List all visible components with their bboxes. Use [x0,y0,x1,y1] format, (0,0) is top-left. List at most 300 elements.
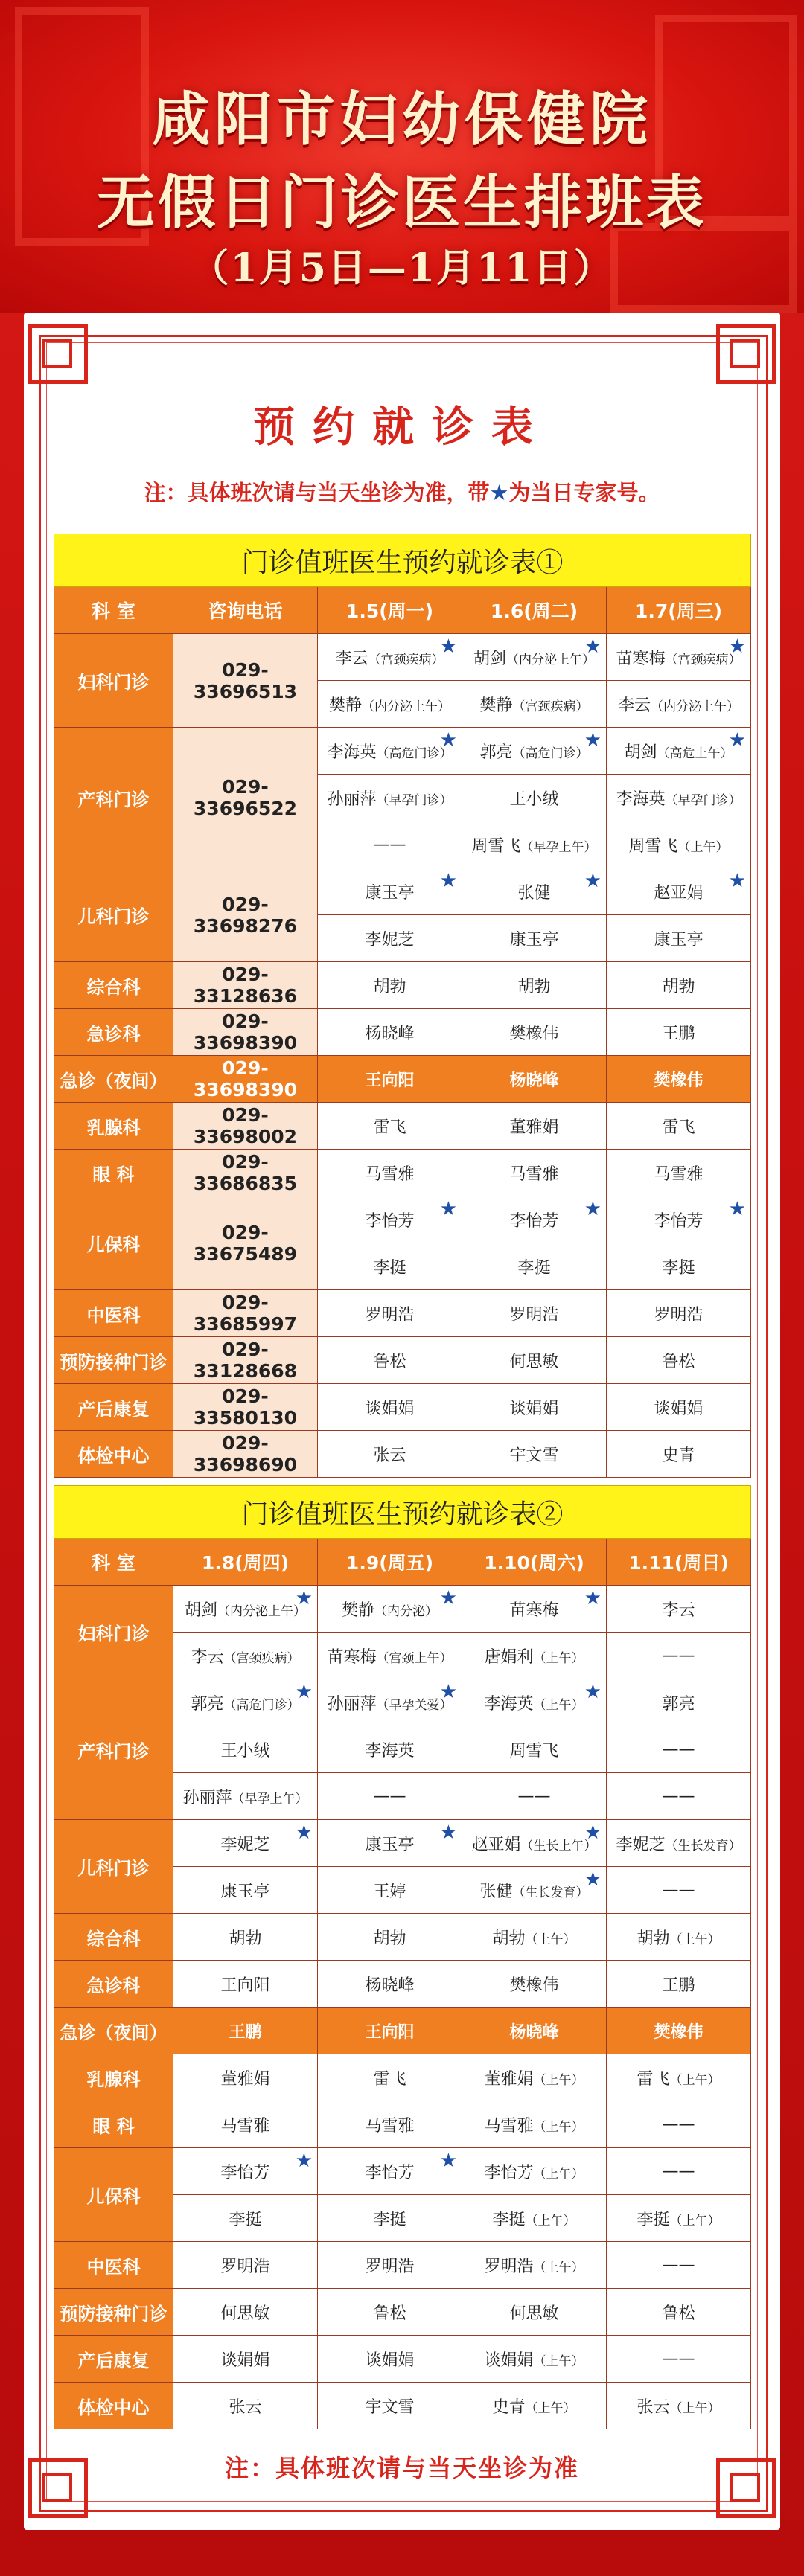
doctor-cell [318,1914,462,1961]
doctor-name: 周雪飞 [471,836,521,856]
expert-star-icon: ★ [439,1681,457,1703]
doctor-cell [318,1679,462,1726]
doctor-name: 李海英 [484,1694,534,1714]
department-cell: 体检中心 [54,1431,173,1478]
doctor-cell [318,775,462,821]
doctor-cell [462,2289,607,2336]
card-title: 预约就诊表 [253,403,551,452]
doctor-name: 王婷 [373,1882,406,1901]
doctor-name: 马雪雅 [220,2116,270,2136]
expert-star-icon: ★ [728,870,747,892]
expert-star-icon: ★ [295,1587,313,1609]
doctor-cell [318,1103,462,1150]
expert-star-icon: ★ [439,1198,457,1220]
doctor-note: （上午） [533,2260,584,2275]
doctor-name: 李挺 [373,2210,406,2229]
doctor-name: 李海英 [616,789,666,809]
doctor-note: （内分泌上午） [651,699,740,714]
doctor-cell [462,1726,607,1773]
doctor-name: 李怡芳 [484,2163,534,2182]
table-row [54,2336,751,2383]
doctor-cell [462,2101,607,2148]
expert-star-icon: ★ [584,1198,602,1220]
phone-cell: 029-33675489 [173,1196,318,1290]
doctor-name: —— [662,2115,695,2134]
doctor-name: 康玉亭 [365,1835,415,1854]
expert-star-icon: ★ [439,729,457,752]
doctor-cell [607,962,751,1009]
phone-cell: 029-33686835 [173,1150,318,1196]
doctor-name: 康玉亭 [365,883,415,903]
table-row [54,1384,751,1431]
doctor-name: 宇文雪 [365,2397,415,2417]
doctor-cell [607,1290,751,1337]
doctor-name: 苗寒梅 [616,649,666,668]
doctor-cell [318,1726,462,1773]
doctor-cell [173,1867,318,1914]
doctor-name: 李挺 [373,1258,406,1278]
column-header: 1.6(周二) [462,587,607,634]
doctor-name: 樊橡伟 [509,1976,559,1995]
doctor-name: 马雪雅 [365,1164,415,1184]
doctor-cell [173,1726,318,1773]
phone-cell: 029-33696522 [173,728,318,868]
expert-star-icon: ★ [439,870,457,892]
doctor-cell [462,2148,607,2195]
doctor-cell [607,681,751,728]
table-row [54,1056,751,1103]
doctor-cell [462,1009,607,1056]
doctor-note: （早孕上午） [520,839,597,855]
doctor-cell [318,634,462,681]
note-bottom: 注：具体班次请与当天坐诊为准 [224,2454,579,2482]
doctor-cell [607,1914,751,1961]
doctor-note: （内分泌上午） [217,1603,306,1619]
department-cell: 急诊科 [54,1961,173,2008]
table-header-row [54,587,751,634]
expert-star-icon: ★ [439,2150,457,2172]
doctor-name: 胡勃 [662,977,695,996]
expert-star-icon: ★ [584,1868,602,1891]
doctor-cell [462,868,607,915]
doctor-name: 李挺 [492,2210,526,2229]
doctor-note: （宫颈上午） [376,1650,453,1666]
expert-star-icon: ★ [728,635,747,658]
doctor-note: （上午） [669,2213,721,2229]
doctor-name: 胡勃 [492,1929,526,1948]
doctor-cell [318,1773,462,1820]
doctor-name: 苗寒梅 [509,1601,559,1620]
doctor-cell [607,1961,751,2008]
doctor-name: 宇文雪 [509,1446,559,1465]
doctor-name: 胡勃 [373,977,406,996]
column-header: 1.8(周四) [173,1539,318,1586]
table-row [54,1196,751,1243]
doctor-name: 张云 [229,2397,262,2417]
department-cell: 眼 科 [54,1150,173,1196]
table-row [54,2242,751,2289]
doctor-name: —— [662,2349,695,2368]
column-header: 1.10(周六) [462,1539,607,1586]
doctor-name: 谈娟娟 [654,1399,704,1418]
corner-ornament [716,324,776,384]
doctor-name: 李怡芳 [654,1211,704,1231]
expert-star-icon: ★ [584,1587,602,1609]
doctor-cell [173,2383,318,2429]
doctor-name: 马雪雅 [365,2116,415,2136]
doctor-cell [462,915,607,962]
doctor-cell [318,2195,462,2242]
doctor-cell [607,1056,751,1103]
note-top [24,476,780,507]
doctor-name: 谈娟娟 [509,1399,559,1418]
hospital-name: 咸阳市妇幼保健院 [151,86,652,153]
department-cell: 中医科 [54,1290,173,1337]
doctor-cell [462,728,607,775]
table-row [54,2101,751,2148]
doctor-cell [607,634,751,681]
phone-cell: 029-33685997 [173,1290,318,1337]
department-cell: 急诊（夜间） [54,2008,173,2054]
doctor-cell [462,1633,607,1679]
expert-star-icon: ★ [439,1822,457,1844]
doctor-name: 郭亮 [662,1694,695,1714]
doctor-name: 杨晓峰 [509,1071,559,1090]
doctor-name: 董雅娟 [220,2069,270,2089]
doctor-cell [462,2195,607,2242]
doctor-cell [318,1009,462,1056]
department-cell: 儿科门诊 [54,1820,173,1914]
column-header: 科 室 [54,587,173,634]
department-cell: 儿保科 [54,1196,173,1290]
doctor-cell [462,962,607,1009]
doctor-name: —— [373,1787,406,1806]
doctor-note: （上午） [533,2166,584,2182]
doctor-name: 杨晓峰 [509,2022,559,2042]
doctor-note: （上午） [669,2400,721,2416]
doctor-name: 樊橡伟 [654,2022,704,2042]
doctor-name: 谈娟娟 [365,1399,415,1418]
table-row [54,2148,751,2195]
table-caption: 门诊值班医生预约就诊表① [54,534,751,587]
doctor-cell [318,2383,462,2429]
doctor-name: 王鹏 [662,1024,695,1043]
table-row [54,1679,751,1726]
table-caption-row [54,534,751,587]
department-cell: 妇科门诊 [54,634,173,728]
doctor-name: 李海英 [365,1741,415,1760]
doctor-cell [607,2148,751,2195]
doctor-cell [462,2242,607,2289]
doctor-cell [318,962,462,1009]
phone-cell: 029-33128668 [173,1337,318,1384]
doctor-name: 苗寒梅 [327,1647,377,1667]
expert-star-icon: ★ [295,2150,313,2172]
expert-star-icon: ★ [584,1681,602,1703]
doctor-cell [607,775,751,821]
doctor-name: 胡勃 [373,1929,406,1948]
doctor-name: 孙丽萍 [182,1788,232,1807]
doctor-name: 李云 [618,696,651,715]
column-header: 1.7(周三) [607,587,751,634]
table-row [54,1820,751,1867]
doctor-name: 康玉亭 [509,930,559,949]
table-row [54,634,751,681]
doctor-name: —— [662,2255,695,2275]
expert-star-icon: ★ [584,729,602,752]
department-cell: 综合科 [54,962,173,1009]
doctor-cell [607,868,751,915]
department-cell: 急诊科 [54,1009,173,1056]
doctor-cell [318,1820,462,1867]
doctor-name: —— [662,1740,695,1759]
doctor-note: （早孕门诊） [665,792,741,808]
phone-cell: 029-33698390 [173,1056,318,1103]
doctor-name: 何思敏 [220,2304,270,2323]
doctor-cell [607,1103,751,1150]
doctor-cell [318,868,462,915]
doctor-name: 王小绒 [509,789,559,809]
doctor-note: （宫颈疾病） [223,1650,300,1666]
doctor-name: 王向阳 [220,1976,270,1995]
expert-star-icon: ★ [295,1822,313,1844]
doctor-name: 王小绒 [220,1741,270,1760]
doctor-name: 孙丽萍 [327,1694,377,1714]
table-row [54,2008,751,2054]
doctor-cell [607,2336,751,2383]
doctor-cell [173,1820,318,1867]
doctor-cell [607,1773,751,1820]
doctor-cell [318,2242,462,2289]
doctor-cell [462,1290,607,1337]
doctor-cell [462,681,607,728]
doctor-cell [462,1431,607,1478]
doctor-cell [318,1586,462,1633]
department-cell: 眼 科 [54,2101,173,2148]
schedule-table-1 [54,534,751,1478]
doctor-name: 马雪雅 [509,1164,559,1184]
doctor-name: 马雪雅 [484,2116,534,2136]
expert-star-icon: ★ [295,1681,313,1703]
doctor-cell [607,2054,751,2101]
doctor-name: 鲁松 [373,2304,406,2323]
column-header: 1.11(周日) [607,1539,751,1586]
doctor-name: 李妮芝 [616,1835,666,1854]
doctor-cell [462,1679,607,1726]
table-row [54,1290,751,1337]
doctor-name: 李妮芝 [220,1835,270,1854]
doctor-cell [607,1820,751,1867]
doctor-cell [462,1820,607,1867]
doctor-cell [318,1290,462,1337]
doctor-cell [173,1914,318,1961]
doctor-name: 谈娟娟 [484,2351,534,2370]
doctor-name: 樊静 [328,696,362,715]
department-cell: 产后康复 [54,2336,173,2383]
doctor-cell [318,1384,462,1431]
department-cell: 乳腺科 [54,1103,173,1150]
doctor-cell [462,2383,607,2429]
doctor-name: 李怡芳 [220,2163,270,2182]
column-header: 1.9(周五) [318,1539,462,1586]
doctor-cell [173,1633,318,1679]
doctor-note: （高危上午） [657,746,733,761]
doctor-cell [318,1867,462,1914]
doctor-name: 赵亚娟 [471,1835,521,1854]
doctor-cell [462,1150,607,1196]
doctor-cell [607,1431,751,1478]
doctor-name: 罗明浩 [220,2257,270,2276]
doctor-name: 马雪雅 [654,1164,704,1184]
table-row [54,728,751,775]
doctor-note: （上午） [533,2354,584,2369]
doctor-cell [462,1243,607,1290]
table-row [54,1586,751,1633]
doctor-cell [607,1586,751,1633]
expert-star-icon: ★ [728,729,747,752]
department-cell: 产科门诊 [54,728,173,868]
doctor-name: 李怡芳 [509,1211,559,1231]
doctor-name: 雷飞 [662,1118,695,1137]
doctor-cell [318,821,462,868]
column-header: 1.5(周一) [318,587,462,634]
doctor-name: 周雪飞 [628,836,678,856]
department-cell: 体检中心 [54,2383,173,2429]
doctor-note: （高危门诊） [223,1697,300,1713]
doctor-note: （上午） [677,839,729,855]
doctor-note: （生长发育） [512,1885,589,1900]
doctor-note: （生长上午） [520,1838,597,1853]
expert-star-icon: ★ [584,870,602,892]
doctor-note: （早孕上午） [232,1791,308,1807]
doctor-name: 胡剑 [624,743,657,762]
doctor-cell [318,2054,462,2101]
doctor-cell [607,2289,751,2336]
table-row [54,1431,751,1478]
doctor-cell [318,1633,462,1679]
expert-star-icon: ★ [439,1587,457,1609]
doctor-cell [318,2101,462,2148]
doctor-cell [462,2054,607,2101]
doctor-cell [607,1009,751,1056]
doctor-name: 李云 [191,1647,224,1667]
doctor-name: —— [373,835,406,854]
doctor-name: —— [517,1787,551,1806]
doctor-cell [462,2336,607,2383]
doctor-cell [462,1196,607,1243]
doctor-name: 李挺 [662,1258,695,1278]
note-prefix: 注：具体班次请与当天坐诊为准，带 [144,480,490,505]
department-cell: 乳腺科 [54,2054,173,2101]
doctor-cell [607,2383,751,2429]
doctor-cell [607,1633,751,1679]
doctor-cell [318,728,462,775]
doctor-cell [462,634,607,681]
department-cell: 预防接种门诊 [54,2289,173,2336]
doctor-cell [173,1773,318,1820]
doctor-cell [462,1867,607,1914]
doctor-cell [607,2008,751,2054]
doctor-name: 王鹏 [662,1976,695,1995]
doctor-note: （上午） [525,1932,576,1947]
doctor-cell [318,2289,462,2336]
table-row [54,1914,751,1961]
doctor-cell [318,1961,462,2008]
doctor-name: 鲁松 [373,1352,406,1371]
doctor-name: 董雅娟 [509,1118,559,1137]
doctor-cell [173,2289,318,2336]
table-row [54,1961,751,2008]
department-cell: 急诊（夜间） [54,1056,173,1103]
column-header: 科 室 [54,1539,173,1586]
doctor-name: 康玉亭 [220,1882,270,1901]
doctor-cell [462,1103,607,1150]
page-title: 无假日门诊医生排班表 [96,169,707,237]
doctor-note: （上午） [533,2072,584,2088]
date-range: （1月5日—1月11日） [190,246,614,291]
doctor-cell [462,821,607,868]
doctor-name: 杨晓峰 [365,1976,415,1995]
doctor-name: 史青 [492,2397,526,2417]
table-row [54,868,751,915]
doctor-name: 何思敏 [509,2304,559,2323]
department-cell: 儿科门诊 [54,868,173,962]
doctor-cell [173,2242,318,2289]
doctor-name: 郭亮 [191,1694,224,1714]
doctor-name: 李怡芳 [365,2163,415,2182]
doctor-name: 罗明浩 [365,2257,415,2276]
doctor-cell [318,915,462,962]
table-header-row [54,1539,751,1586]
table-caption: 门诊值班医生预约就诊表② [54,1486,751,1539]
doctor-cell [173,2101,318,2148]
doctor-name: 谈娟娟 [220,2351,270,2370]
note-suffix: 为当日专家号。 [508,480,660,505]
doctor-cell [607,1337,751,1384]
department-cell: 儿保科 [54,2148,173,2242]
doctor-cell [607,2101,751,2148]
table-caption-row [54,1486,751,1539]
doctor-note: （上午） [533,2119,584,2135]
doctor-note: （上午） [533,1697,584,1713]
doctor-cell [462,1384,607,1431]
doctor-name: 李云 [335,649,368,668]
doctor-name: 王向阳 [365,2022,415,2042]
table-row [54,1103,751,1150]
doctor-name: 郭亮 [479,743,513,762]
doctor-cell [173,2195,318,2242]
doctor-name: 张健 [517,883,551,903]
department-cell: 预防接种门诊 [54,1337,173,1384]
doctor-cell [173,1586,318,1633]
doctor-name: 雷飞 [636,2069,670,2089]
doctor-name: 唐娟利 [484,1647,534,1667]
doctor-name: 张健 [479,1882,513,1901]
doctor-cell [607,1243,751,1290]
doctor-name: 鲁松 [662,2304,695,2323]
doctor-name: —— [662,1646,695,1665]
doctor-note: （上午） [533,1650,584,1666]
doctor-cell [607,821,751,868]
schedule-card [24,313,780,2530]
table-row [54,2289,751,2336]
doctor-name: 胡勃 [636,1929,670,1948]
doctor-name: 胡勃 [517,977,551,996]
doctor-name: 李挺 [517,1258,551,1278]
doctor-note: （宫颈疾病） [368,652,444,667]
doctor-name: 杨晓峰 [365,1024,415,1043]
phone-cell: 029-33580130 [173,1384,318,1431]
